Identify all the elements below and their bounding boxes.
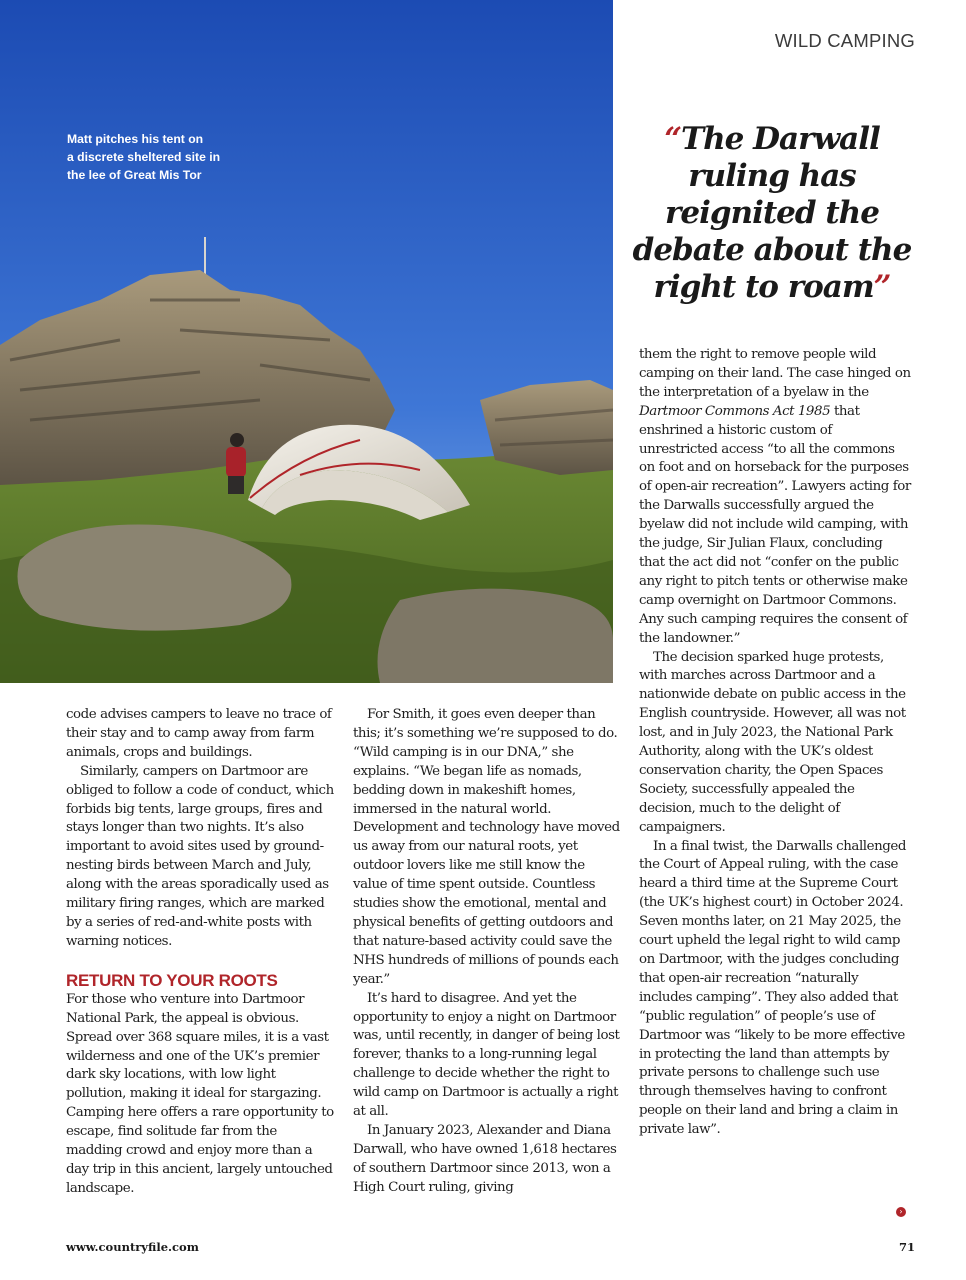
paragraph: code advises campers to leave no trace of their stay and to camp away from farm animals, crops and buildings. [66,707,332,760]
article-column-1 [66,706,334,1199]
paragraph: In January 2023, Alexander and Diana Darwall, who have owned 1,618 hectares of southern Dartmoor since 2013, won a High Court ruling, giving [353,1122,617,1195]
act-title: Dartmoor Commons Act 1985 [639,403,831,419]
paragraph: The decision sparked huge protests, with marches across Dartmoor and a nationwide debate on public access in the English countryside. However, all was not lost, and in July 2023, the National Park Authority, along with the UK’s oldest conservation charity, the Open Spaces Society, successfully appealed the decision, much to the delight of campaigners. [639,649,906,835]
paragraph [639,346,911,649]
paragraph: For those who venture into Dartmoor National Park, the appeal is obvious. Spread over 368 square miles, it is a vast wilderness and one of the UK’s premier dark sky locations, with low light pollution, making it ideal for stargazing. Camping here offers a rare opportunity to escape, find solitude far from the madding crowd and enjoy more than a day trip in this ancient, largely untouched landscape. [66,991,334,1196]
paragraph: For Smith, it goes even deeper than this; it’s something we’re supposed to do. “Wild camping is in our DNA,” she explains. “We began life as nomads, bedding down in makeshift homes, immersed in the natural world. Development and technology have moved us away from our natural roots, yet outdoor lovers like me still know the value of time spent outside. Countless studies show the emotional, mental and physical benefits of getting outdoors and that nature-based activity could save the NHS hundreds of millions of pounds each year.” [353,707,620,987]
pull-quote-text: The Darwall ruling has reignited the debate about the right to roam [632,121,912,305]
text-run: them the right to remove people wild camping on their land. The case hinged on the interpretation of a byelaw in the [639,347,911,400]
paragraph: In a final twist, the Darwalls challenged the Court of Appeal ruling, with the case heard a third time at the Supreme Court (the UK’s highest court) in October 2024. Seven months later, on 21 May 2025, the court upheld the legal right to wild camp on Dartmoor, with the judges concluding that open-air recreation “naturally includes camping”. They also added that “public regulation” of people’s use of Dartmoor was “likely to be more effective in protecting the land than attempts by private persons to challenge such use through themselves having to confront people on their land and bring a claim in private law”. [639,838,906,1138]
photo-caption: Matt pitches his tent on a discrete sheltered site in the lee of Great Mis Tor [67,132,221,182]
subheading: RETURN TO YOUR ROOTS [66,970,278,990]
footer-url[interactable]: www.countryfile.com [66,1240,199,1254]
article-column-2 [353,706,621,1198]
page-number: 71 [898,1240,915,1254]
paragraph: Similarly, campers on Dartmoor are obliged to follow a code of conduct, which forbids big tents, large groups, fires and stays longer than two nights. It’s also important to avoid sites used by ground-nesting birds between March and July, along with the areas sporadically used as military firing ranges, which are marked by a series of red-and-white posts with warning notices. [66,763,334,949]
pull-quote [632,121,912,306]
hero-photo [0,0,613,683]
open-quote-mark: “ [664,121,682,157]
end-of-article-icon: › [896,1207,906,1217]
end-of-article-icon-wrap [888,1201,906,1220]
paragraph: It’s hard to disagree. And yet the opportunity to enjoy a night on Dartmoor was, until recently, in danger of being lost forever, thanks to a long-running legal challenge to decide whether the right to wild camp on Dartmoor is actually a right at all. [353,990,620,1120]
close-quote-mark: ” [873,269,891,305]
tent-landscape-illustration [0,0,613,683]
section-label: WILD CAMPING [774,30,915,51]
article-column-3 [639,346,911,1140]
text-run: that enshrined a historic custom of unrestricted access “to all the commons on foot and on horseback for the purposes of open-air recreation”. Lawyers acting for the Darwalls successfully argued the byelaw did not include wild camping, with the judge, Sir Julian Flaux, concluding that the act did not “confer on the public any right to pitch tents or otherwise make camp overnight on Dartmoor Commons. Any such camping requires the consent of the landowner.” [639,403,911,646]
